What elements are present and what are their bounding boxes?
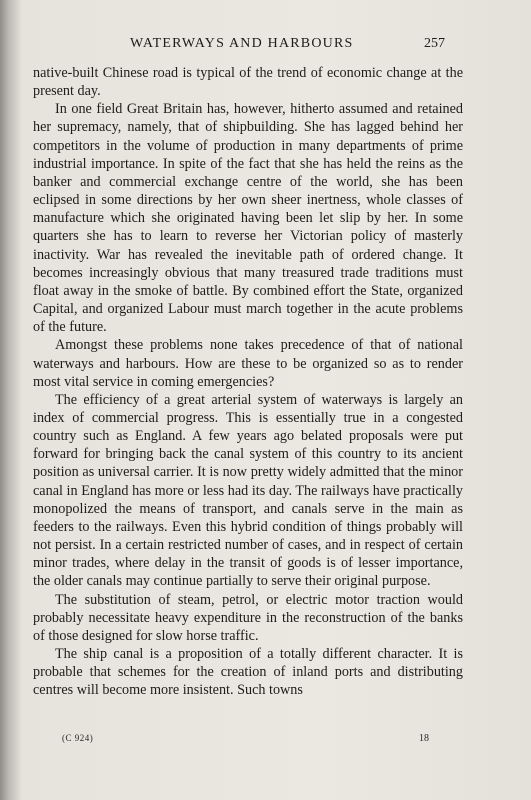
page-number: 257 (424, 36, 445, 51)
paragraph: native-built Chinese road is typical of the trend of economic change at the present day. (33, 65, 463, 100)
paragraph: The substitution of steam, petrol, or electric motor traction would probably necessitate heavy expenditure in the reconstruction of the banks of those designed for slow horse traffic. (33, 591, 463, 644)
paragraph: Amongst these problems none takes precedence of that of national waterways and harbours. How are these to be organized so as to render most vital service in coming emergencies? (33, 337, 463, 390)
paragraph: The ship canal is a proposition of a totally different character. It is probable that schemes for the creation of inland ports and distributing centres will become more insistent. Such towns (33, 646, 463, 699)
running-title: WATERWAYS AND HARBOURS (130, 36, 354, 51)
printer-mark: (C 924) (62, 733, 94, 743)
paragraph: The efficiency of a great arterial system of waterways is largely an index of commercial progress. This is essentially true in a congested country such as England. A few years ago belated proposals were put forward for bringing back the canal system of this country to its ancient position as universal carrier. It is now pretty widely admitted that the minor canal in England has more or less had its day. The railways have practically monopolized the means of transport, and canals serve in the main as feeders to the railways. Even this hybrid condition of things probably will not persist. In a certain restricted number of cases, and in respect of certain minor trades, where delay in the transit of goods is of lesser importance, the older canals may continue partially to serve their original purpose. (33, 391, 463, 590)
signature-mark: 18 (419, 733, 429, 744)
page-header (0, 36, 531, 56)
body-text (33, 64, 463, 699)
paragraph: In one field Great Britain has, however, hitherto assumed and retained her supremacy, namely, that of shipbuilding. She has lagged behind her competitors in the volume of production in many departments of prime industrial importance. In spite of the fact that she has held the reins as the banker and commercial exchange centre of the world, she has been eclipsed in some directions by her own sheer inertness, whole classes of manufacture which she originated having been let slip by her. In some quarters she has to learn to reverse her Victorian policy of masterly inactivity. War has revealed the inevitable path of ordered change. It becomes increasingly obvious that many treasured trade traditions must float away in the smoke of battle. By combined effort the State, organized Capital, and organized Labour must march together in the acute problems of the future. (33, 101, 463, 336)
